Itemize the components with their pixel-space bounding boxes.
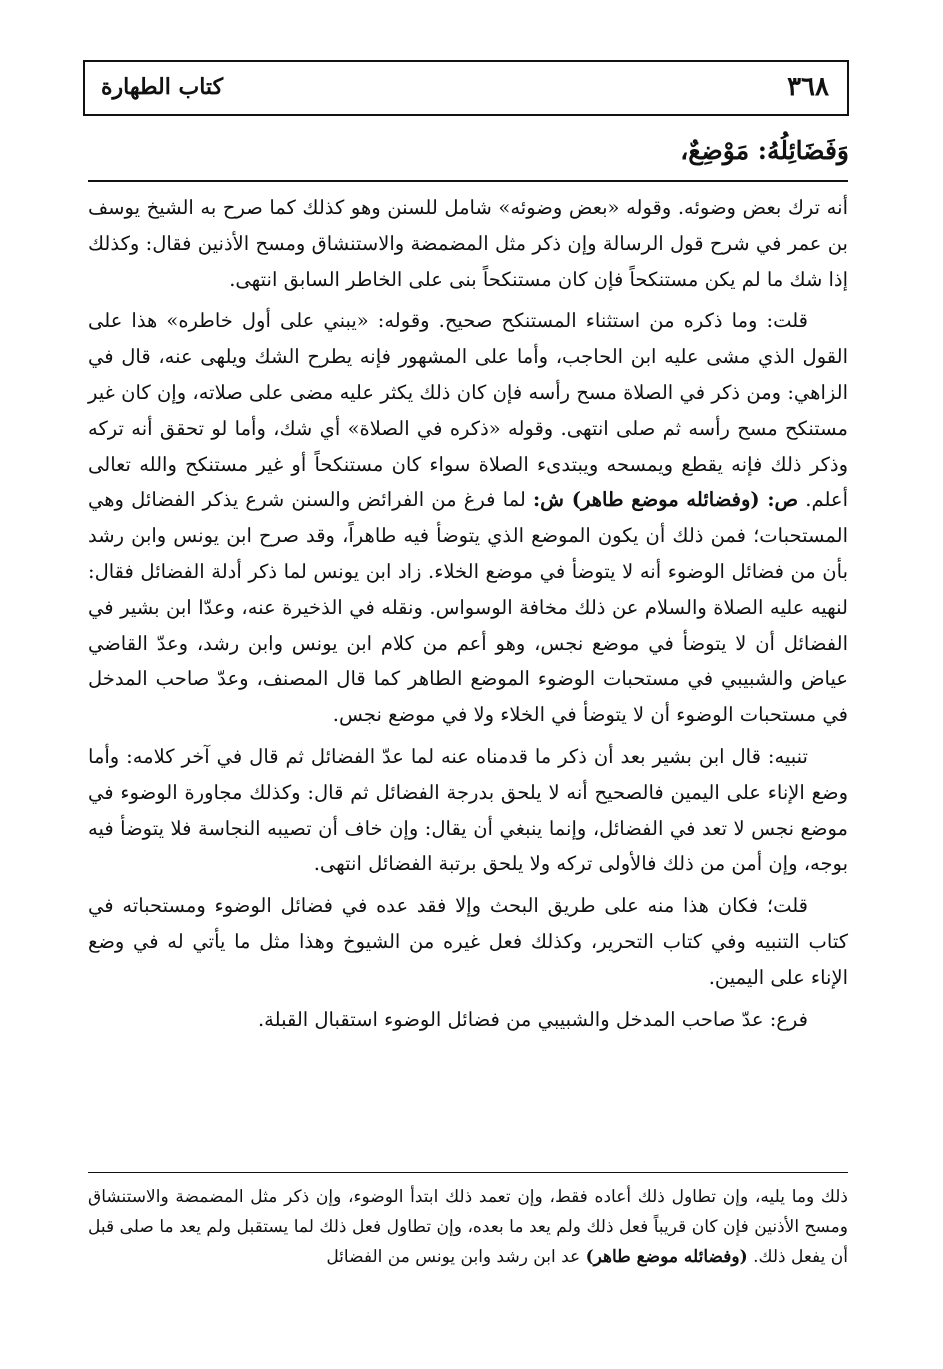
commentary-body bbox=[88, 190, 848, 1043]
footnote-part-a: ذلك وما يليه، وإن تطاول ذلك أعاده فقط، وإن تعمد ذلك ابتدأ الوضوء، وإن ذكر مثل المضمضة والاستنشاق ومسح الأذنين فإن كان قريباً فعل ذلك ولم يعد ما بعده، وإن تطاول فعل ذلك لما يستقبل ولم يعد ما صلى قبل أن يفعل ذلك. bbox=[88, 1187, 848, 1267]
paragraph-1: أنه ترك بعض وضوئه. وقوله «بعض وضوئه» شامل للسنن وهو كذلك كما صرح به الشيخ يوسف بن عمر في شرح قول الرسالة وإن ذكر مثل المضمضة والاستنشاق ومسح الأذنين فقال: وكذلك إذا شك ما لم يكن مستنكحاً فإن كان مستنكحاً بنى على الخاطر السابق انتهى. bbox=[88, 196, 848, 291]
matn-divider bbox=[88, 180, 848, 182]
running-header bbox=[83, 60, 849, 116]
footnote-label: (وفضائله موضع طاهر) bbox=[585, 1247, 748, 1267]
footnote-divider bbox=[88, 1172, 848, 1173]
paragraph-2-part-a: قلت: وما ذكره من استثناء المستنكح صحيح. وقوله: «يبني على أول خاطره» هذا على القول الذي مشى عليه ابن الحاجب، وأما على المشهور فإنه يطرح الشك ويلهى عنه، قال في الزاهي: ومن ذكر في الصلاة مسح رأسه فإن كان ذلك يكثر عليه مضى على صلاته، وإن كان غير مستنكح مسح رأسه ثم صلى انتهى. وقوله «ذكره في الصلاة» أي شك، وأما لو تحقق أنه تركه وذكر ذلك فإنه يقطع ويمسحه ويبتدىء الصلاة سواء كان مستنكحاً أو غير مستنكح والله تعالى أعلم. bbox=[88, 309, 848, 512]
paragraph-2-part-b: لما فرغ من الفرائض والسنن شرع يذكر الفضائل وهي المستحبات؛ فمن ذلك أن يكون الموضع الذي يتوضأ فيه طاهراً، وقد صرح ابن يونس وابن رشد بأن من فضائل الوضوء أنه لا يتوضأ في موضع الخلاء. زاد ابن يونس لما ذكر أدلة الفضائل فقال: لنهيه عليه الصلاة والسلام عن ذلك مخافة الوسواس. ونقله في الذخيرة عنه، وعدّا ابن بشير في الفضائل أن لا يتوضأ في موضع نجس، وهو أعم من كلام ابن يونس وابن رشد، وعدّ القاضي عياض والشبيبي في مستحبات الوضوء الموضع الطاهر كما قال المصنف، وعدّ صاحب المدخل في مستحبات الوضوء أن لا يتوضأ في الخلاء ولا في موضع نجس. bbox=[88, 488, 848, 727]
footnote-text bbox=[88, 1182, 848, 1272]
paragraph-5: فرع: عدّ صاحب المدخل والشبيبي من فضائل الوضوء استقبال القبلة. bbox=[257, 1007, 808, 1031]
paragraph-3: تنبيه: قال ابن بشير بعد أن ذكر ما قدمناه عنه لما عدّ الفضائل ثم قال في آخر كلامه: وأما وضع الإناء على اليمين فالصحيح أنه لا يلحق بدرجة الفضائل ثم قال: وكذلك مجاورة الوضوء في موضع نجس لا تعد في الفضائل، وإنما ينبغي أن يقال: وإن خاف أن تصيبه النجاسة فلا يتوضأ فيه بوجه، وإن أمن من ذلك فالأولى تركه ولا يلحق برتبة الفضائل انتهى. bbox=[88, 744, 848, 876]
footnote-part-b: عد ابن رشد وابن يونس من الفضائل bbox=[326, 1247, 581, 1267]
page-number: ٣٦٨ bbox=[787, 72, 829, 102]
matn-quote-label: ص: (وفضائله موضع طاهر) ش: bbox=[532, 488, 799, 512]
matn-text: وَفَضَائِلُهُ: مَوْضِعٌ، bbox=[680, 136, 849, 165]
paragraph-4: قلت؛ فكان هذا منه على طريق البحث وإلا فقد عده في فضائل الوضوء ومستحباته في كتاب التنبيه وفي كتاب التحرير، وكذلك فعل غيره من الشيوخ وهذا مثل ما يأتي له في وضع الإناء على اليمين. bbox=[88, 894, 848, 989]
book-title: كتاب الطهارة bbox=[101, 74, 224, 100]
footnote-area bbox=[88, 1182, 848, 1272]
paragraph-2 bbox=[88, 303, 848, 733]
